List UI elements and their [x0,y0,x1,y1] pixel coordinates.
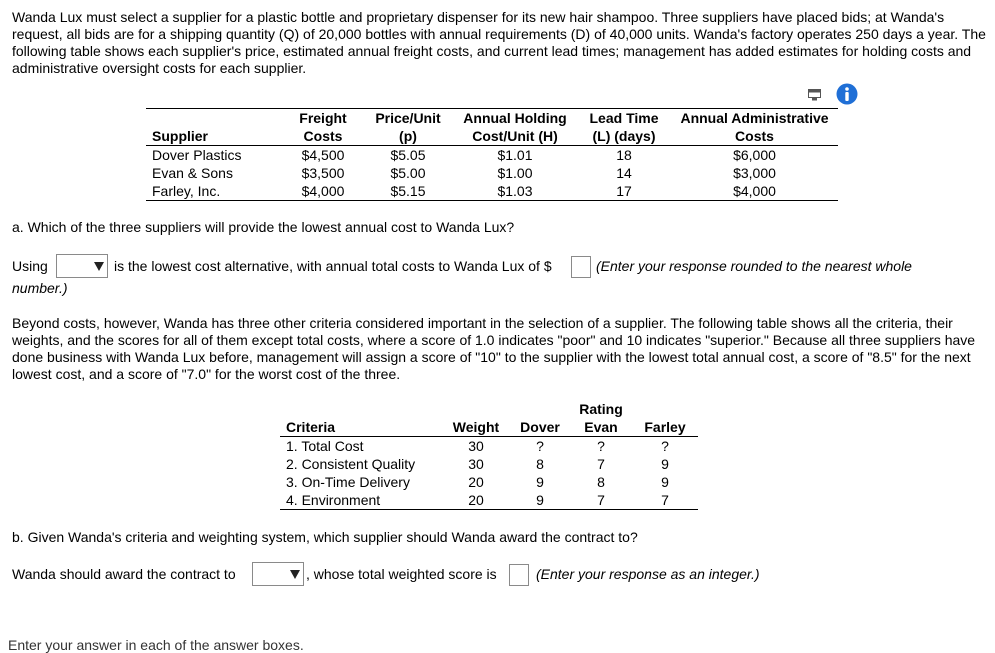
cell-price: $5.05 [390,147,426,163]
criteria-table [280,400,698,510]
cell-evan: ? [597,438,605,454]
header-weight: Weight [442,418,510,437]
part-b-question: b. Given Wanda's criteria and weighting system, which supplier should Wanda award the contract to? [12,529,638,545]
cell-admin: $4,000 [733,183,776,199]
cell-dover: ? [536,438,544,454]
cell-farley: ? [661,438,669,454]
cell-dover: 9 [536,474,544,490]
cell-holding: $1.00 [497,165,533,181]
header-lead-2: (L) (days) [577,127,671,146]
header-admin-2: Costs [671,127,838,146]
cell-farley: 9 [661,456,669,472]
cell-lead: 18 [616,147,632,163]
cell-criteria: 2. Consistent Quality [286,456,416,472]
header-criteria: Criteria [280,418,442,437]
table-row [146,146,838,165]
table-row [280,437,698,456]
cell-weight: 20 [468,474,484,490]
supplier-table [146,108,838,201]
cell-evan: 8 [597,474,605,490]
cell-price: $5.15 [390,183,426,199]
table-row [280,455,698,473]
table-row [146,182,838,201]
header-price-2: (p) [363,127,453,146]
header-price: Price/Unit [375,110,441,126]
cell-weight: 30 [468,456,484,472]
problem-intro: Wanda Lux must select a supplier for a plastic bottle and proprietary dispenser for its new hair shampoo. Three suppliers have placed bids; at Wanda's request, all bids are for a shipping quantity (Q) of 20,000 bottles with annual requirements (D) of 40,000 units. Wanda's factory operates 250 days a year. The following table shows each supplier's price, estimated annual freight costs, and current lead times; management has added estimates for holding costs and administrative oversight costs for each supplier. [12,9,986,76]
header-holding-2: Cost/Unit (H) [453,127,577,146]
header-freight: Freight [299,110,347,126]
cell-freight: $3,500 [301,165,345,181]
cell-evan: 7 [597,456,605,472]
part-a-question: a. Which of the three suppliers will provide the lowest annual cost to Wanda Lux? [12,219,515,235]
cell-admin: $6,000 [733,147,776,163]
cell-supplier: Farley, Inc. [152,183,221,199]
cell-lead: 17 [616,183,632,199]
part-a-hint-cont: number.) [12,280,68,296]
header-dover: Dover [510,418,570,437]
cell-dover: 8 [536,456,544,472]
cell-price: $5.00 [390,165,426,181]
cell-lead: 14 [616,165,632,181]
cell-farley: 9 [661,474,669,490]
part-b-middle: , whose total weighted score is [306,566,497,582]
cell-criteria: 1. Total Cost [286,438,364,454]
cell-dover: 9 [536,492,544,508]
header-evan: Evan [570,418,632,437]
header-freight-2: Costs [283,127,363,146]
copy-table-icon[interactable] [808,88,822,100]
part-b-prefix: Wanda should award the contract to [12,566,236,582]
table-row [280,491,698,510]
cell-farley: 7 [661,492,669,508]
header-admin: Annual Administrative [680,110,829,126]
part-a-hint: (Enter your response rounded to the nearest whole [596,258,912,274]
info-icon[interactable] [836,83,858,105]
header-holding: Annual Holding [463,110,567,126]
footer-instruction: Enter your answer in each of the answer boxes. [8,637,304,653]
annual-cost-input[interactable] [571,256,591,278]
cell-evan: 7 [597,492,605,508]
cell-supplier: Evan & Sons [152,165,233,181]
chevron-down-icon [290,570,300,579]
cell-freight: $4,500 [301,147,345,163]
part-a-prefix: Using [12,258,48,274]
cell-supplier: Dover Plastics [152,147,242,163]
cell-holding: $1.01 [497,147,533,163]
cell-admin: $3,000 [733,165,776,181]
cell-criteria: 4. Environment [286,492,381,508]
cell-criteria: 3. On-Time Delivery [286,474,410,490]
chevron-down-icon [94,262,104,271]
header-lead: Lead Time [589,110,659,126]
part-b-hint: (Enter your response as an integer.) [536,566,760,582]
header-farley: Farley [632,418,698,437]
cell-weight: 30 [468,438,484,454]
supplier-dropdown-b[interactable] [252,562,304,586]
cell-weight: 20 [468,492,484,508]
criteria-intro: Beyond costs, however, Wanda has three other criteria considered important in the selection of a supplier. The following table shows all the criteria, their weights, and the scores for all of them except total costs, where a score of 1.0 indicates "poor" and 10 indicates "superior." Because all three suppliers have done business with Wanda Lux before, management will assign a score of "10" to the supplier with the lowest total annual cost, a score of "8.5" for the next lowest cost, and a score of "7.0" for the worst cost of the three. [12,315,976,382]
supplier-dropdown-a[interactable] [56,254,108,278]
cell-freight: $4,000 [301,183,345,199]
cell-holding: $1.03 [497,183,533,199]
table-row [280,473,698,491]
part-a-middle: is the lowest cost alternative, with annual total costs to Wanda Lux of $ [114,258,552,274]
header-supplier: Supplier [146,127,283,146]
weighted-score-input[interactable] [509,564,529,586]
header-rating: Rating [579,401,623,417]
table-row [146,164,838,182]
